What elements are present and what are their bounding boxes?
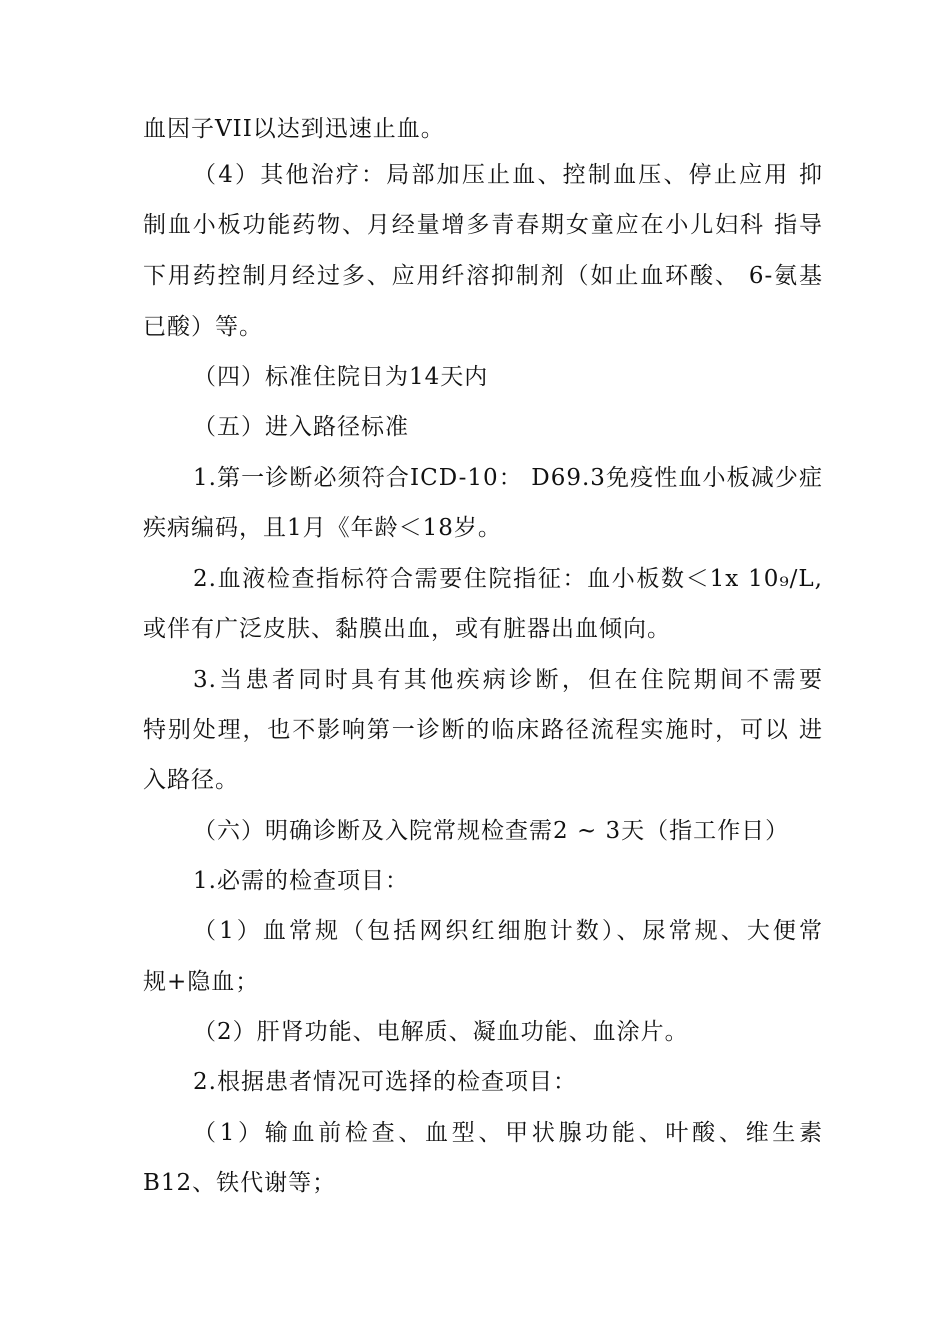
text-line: （1）血常规（包括网织红细胞计数）、尿常规、大便常 bbox=[193, 918, 823, 944]
text-line: （4）其他治疗：局部加压止血、控制血压、停止应用 抑 bbox=[193, 162, 823, 188]
text-line: 入路径。 bbox=[143, 767, 239, 793]
text-line: 3.当患者同时具有其他疾病诊断，但在住院期间不需要 bbox=[193, 667, 823, 693]
section-heading: （四）标准住院日为14天内 bbox=[193, 364, 489, 390]
text-line: 2.根据患者情况可选择的检查项目： bbox=[193, 1069, 577, 1095]
text-line: 或伴有广泛皮肤、黏膜出血，或有脏器出血倾向。 bbox=[143, 616, 671, 642]
section-heading: （五）进入路径标准 bbox=[193, 414, 409, 440]
text-line: 血因子VII以达到迅速止血。 bbox=[143, 116, 445, 142]
text-line: 已酸）等。 bbox=[143, 314, 263, 340]
text-line: 制血小板功能药物、月经量增多青春期女童应在小儿妇科 指导 bbox=[143, 212, 823, 238]
text-line: （1）输血前检查、血型、甲状腺功能、叶酸、维生素 bbox=[193, 1120, 823, 1146]
text-line: 疾病编码，且1月《年龄＜18岁。 bbox=[143, 515, 502, 541]
text-line: 特别处理，也不影响第一诊断的临床路径流程实施时，可以 进 bbox=[143, 717, 823, 743]
text-line: 规+隐血； bbox=[143, 969, 260, 995]
text-line: 下用药控制月经过多、应用纤溶抑制剂（如止血环酸、 6-氨基 bbox=[143, 263, 823, 289]
text-line: 2.血液检查指标符合需要住院指征：血小板数＜1x 10₉/L, bbox=[193, 566, 823, 592]
text-line: 1.第一诊断必须符合ICD-10： D69.3免疫性血小板减少症 bbox=[193, 465, 823, 491]
text-line: B12、铁代谢等； bbox=[143, 1170, 337, 1196]
text-line: （2）肝肾功能、电解质、凝血功能、血涂片。 bbox=[193, 1019, 689, 1045]
text-line: 1.必需的检查项目： bbox=[193, 868, 409, 894]
section-heading: （六）明确诊断及入院常规检查需2 ~ 3天（指工作日） bbox=[193, 818, 790, 844]
